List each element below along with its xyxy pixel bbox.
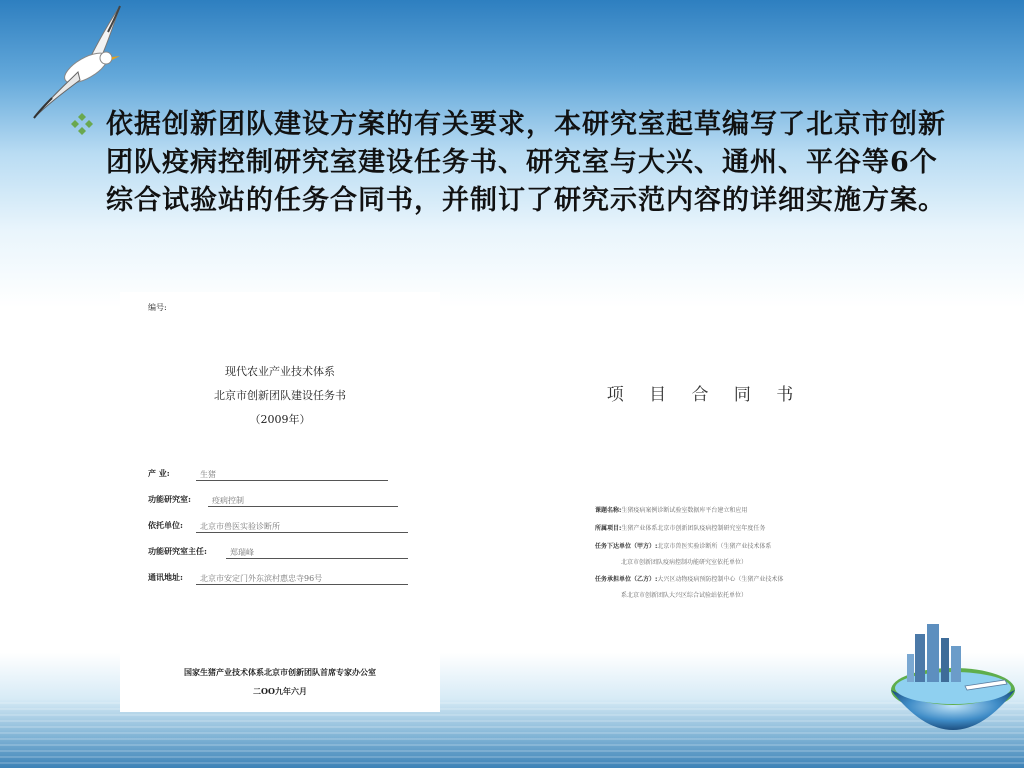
field-lab [148,494,418,505]
field-label: 功能研究室: [148,494,191,504]
field-label: 依托单位: [148,520,183,530]
field-address [148,572,418,583]
line-label: 任务下达单位（甲方）: [595,543,658,550]
contract-document [585,370,825,620]
contract-line [595,541,771,550]
line-value: 生猪疫病案例诊断试验室数据库平台建立和应用 [621,507,748,514]
contract-line [621,590,747,599]
line-value: 系北京市创新团队大兴区综合试验站依托单位） [621,592,748,599]
title-line: 现代农业产业技术体系 [225,365,335,378]
field-value: 疫病控制 [208,495,398,507]
field-value: 北京市兽医实验诊断所 [196,521,408,533]
field-label: 产 业: [148,468,170,478]
task-book-document [120,292,440,712]
line-value: 北京市创新团队疫病控制功能研究室依托单位） [621,559,748,566]
contract-line [595,523,765,532]
field-value: 北京市安定门外东滨村惠忠寺96号 [196,573,408,585]
field-value: 郑瑞峰 [226,547,408,559]
bullet-text: 依据创新团队建设方案的有关要求，本研究室起草编写了北京市创新团队疫病控制研究室建设任务书、研究室与大兴、通州、平谷等6个综合试验站的任务合同书，并制订了研究示范内容的详细实施方案。 [106,109,946,216]
field-value: 生猪 [196,469,388,481]
contract-heading: 项 目 合 同 书 [606,385,804,405]
line-label: 任务承担单位（乙方）: [595,576,658,583]
title-line: （2009年） [249,413,311,426]
line-value: 北京市兽医实验诊断所（生猪产业技术体系 [657,543,772,550]
line-value: 大兴区动物疫病预防控制中心（生猪产业技术体 [657,576,784,583]
bullet-paragraph [70,106,950,220]
field-host-unit [148,520,418,531]
field-label: 通讯地址: [148,572,183,582]
document-number-label: 编号: [148,303,167,312]
contract-line [595,505,747,514]
field-director [148,546,418,557]
issuer-line: 国家生猪产业技术体系北京市创新团队首席专家办公室 [184,667,376,677]
seagull-icon [28,2,138,120]
field-label: 功能研究室主任: [148,546,207,556]
contract-line [621,557,747,566]
globe-city-icon [885,620,1020,760]
field-industry [148,468,418,479]
document-title [120,360,440,432]
diamond-cluster-icon [70,112,94,136]
line-value: 生猪产业体系北京市创新团队疫病控制研究室年度任务 [621,525,766,532]
line-label: 课题名称: [595,507,622,514]
date-line: 二OO九年六月 [253,686,307,696]
contract-line [595,574,783,583]
title-line: 北京市创新团队建设任务书 [214,389,346,402]
line-label: 所属项目: [595,525,622,532]
